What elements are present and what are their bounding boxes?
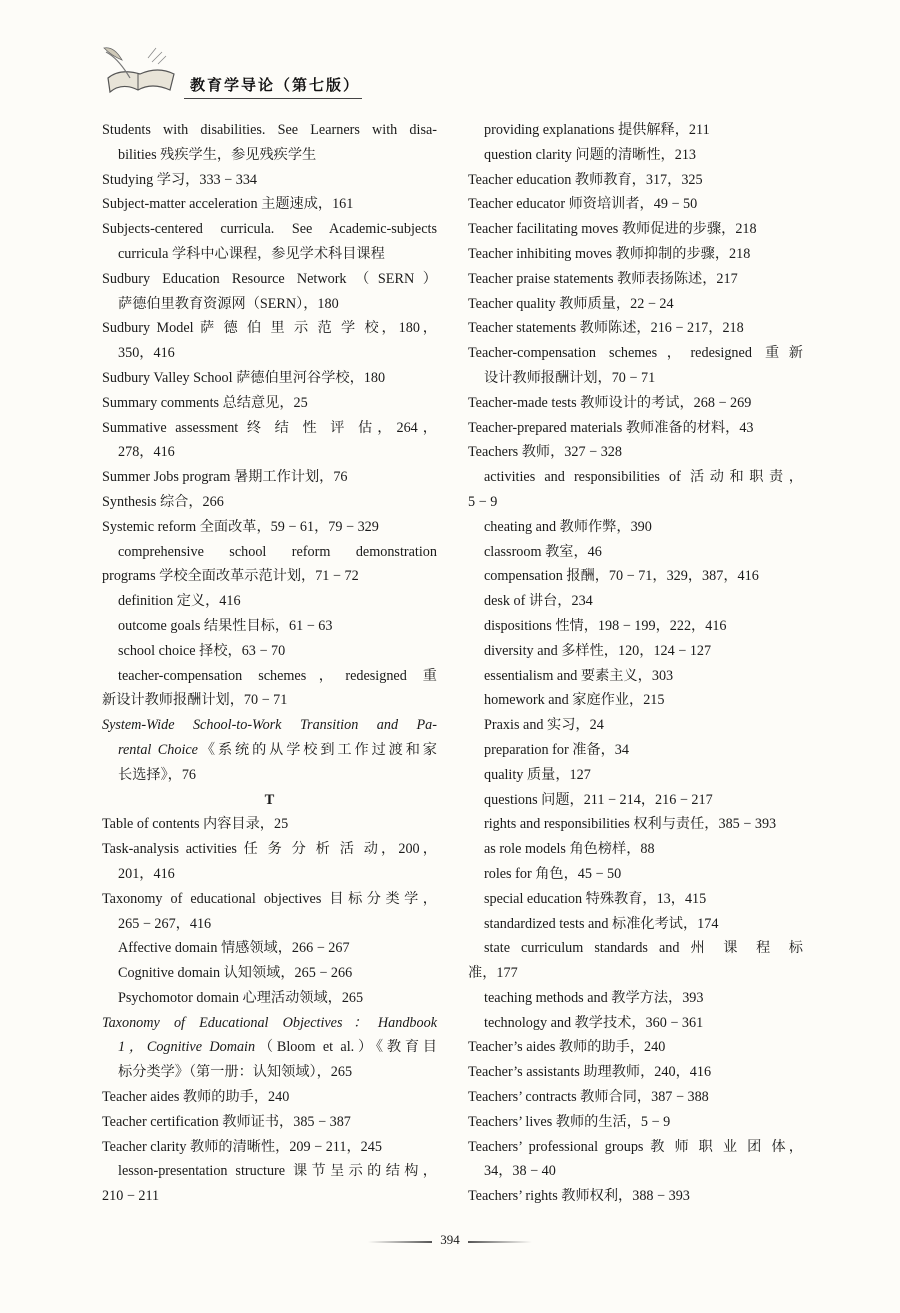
index-entry [468, 242, 803, 267]
entry-line: Task-analysis activities 任 务 分 析 活 动，200， [102, 841, 437, 858]
index-subentry [102, 936, 437, 961]
page-number: 394 [440, 1232, 460, 1247]
index-subentry [468, 1011, 803, 1036]
index-subentry [468, 936, 803, 986]
index-entry [102, 267, 437, 317]
index-entry [102, 416, 437, 466]
index-subentry [468, 540, 803, 565]
entry-line: Teacher facilitating moves 教师促进的步骤，218 [468, 221, 757, 238]
entry-line: classroom 教室，46 [484, 543, 602, 560]
index-entry [468, 1060, 803, 1085]
entry-line: technology and 教学技术，360 − 361 [484, 1014, 704, 1031]
entry-line: 长选择》，76 [118, 766, 197, 783]
entry-line: comprehensive school reform demonstration [118, 543, 437, 560]
entry-line: definition 定义，416 [118, 593, 241, 610]
entry-line: 标分类学》（第一册：认知领域），265 [118, 1064, 353, 1081]
entry-line: special education 特殊教育，13，415 [484, 890, 707, 907]
entry-line: Teacher certification 教师证书，385 − 387 [102, 1113, 351, 1130]
entry-line: Students with disabilities. See Learners with disa- [102, 122, 437, 138]
entry-line: school choice 择校，63 − 70 [118, 642, 286, 659]
index-entry [468, 168, 803, 193]
index-entry [468, 391, 803, 416]
entry-line: Teacher praise statements 教师表扬陈述，217 [468, 270, 738, 287]
entry-line: outcome goals 结果性目标，61 − 63 [118, 617, 333, 634]
entry-line: Teacher-compensation schemes，redesigned 重新 [468, 345, 803, 362]
entry-line: rights and responsibilities 权利与责任，385 − 393 [484, 816, 777, 833]
entry-line: activities and responsibilities of 活动和职责， [484, 469, 803, 486]
entry-line: question clarity 问题的清晰性，213 [484, 146, 697, 163]
index-entry [468, 267, 803, 292]
entry-line: Teacher’s assistants 助理教师，240，416 [468, 1064, 712, 1081]
entry-line: Synthesis 综合，266 [102, 493, 224, 510]
index-entry [102, 812, 437, 837]
index-subentry [102, 664, 437, 714]
entry-line: roles for 角色，45 − 50 [484, 865, 622, 882]
index-subentry [468, 143, 803, 168]
index-subentry [468, 837, 803, 862]
entry-line: dispositions 性情，198 − 199，222，416 [484, 617, 727, 634]
entry-line: 210 − 211 [102, 1188, 160, 1205]
entry-line: desk of 讲台，234 [484, 593, 593, 610]
index-entry [102, 887, 437, 937]
index-subentry [468, 738, 803, 763]
index-subentry [468, 862, 803, 887]
index-subentry [468, 713, 803, 738]
entry-line: Sudbury Education Resource Network（SERN） [102, 270, 437, 287]
index-entry [468, 1184, 803, 1209]
entry-line: 350，416 [118, 345, 175, 362]
entry-line: Teacher education 教师教育，317，325 [468, 171, 703, 188]
index-entry [102, 1011, 437, 1085]
entry-line: Teachers’ professional groups 教 师 职 业 团 体， [468, 1138, 803, 1155]
running-header [100, 38, 362, 104]
entry-line: 萨德伯里教育资源网（SERN），180 [118, 295, 339, 312]
book-title: 教育学导论（第七版） [190, 76, 361, 94]
index-subentry [102, 639, 437, 664]
index-subentry [102, 540, 437, 590]
index-entry [102, 366, 437, 391]
index-entry [102, 837, 437, 887]
index-entry [102, 217, 437, 267]
index-entry [468, 1110, 803, 1135]
entry-line: 201，416 [118, 865, 175, 882]
entry-line: standardized tests and 标准化考试，174 [484, 915, 719, 932]
index-entry [102, 1085, 437, 1110]
index-entry [468, 217, 803, 242]
entry-line: bilities 残疾学生，参见残疾学生 [118, 146, 317, 163]
entry-line: Teachers’ lives 教师的生活，5 − 9 [468, 1113, 671, 1130]
index-entry [468, 1085, 803, 1110]
entry-line: Studying 学习，333 − 334 [102, 171, 258, 188]
index-subentry [468, 812, 803, 837]
index-subentry [468, 986, 803, 1011]
index-subentry [468, 664, 803, 689]
entry-line: 1，Cognitive Domain（Bloom et al.）《教育目 [118, 1039, 437, 1056]
entry-line: compensation 报酬，70 − 71，329，387，416 [484, 568, 759, 585]
index-entry [468, 341, 803, 391]
book-quill-icon [100, 38, 180, 100]
index-entry [468, 440, 803, 465]
entry-line: cheating and 教师作弊，390 [484, 518, 652, 535]
entry-line: 5 − 9 [468, 493, 498, 510]
entry-line: Taxonomy of educational objectives 目标分类学， [102, 890, 437, 907]
index-subentry [102, 614, 437, 639]
index-subentry [468, 614, 803, 639]
entry-line: Summer Jobs program 暑期工作计划，76 [102, 469, 348, 486]
entry-line: Teacher educator 师资培训者，49 − 50 [468, 196, 698, 213]
index-subentry [468, 465, 803, 515]
index-subentry [102, 961, 437, 986]
index-entry [102, 192, 437, 217]
entry-line: quality 质量，127 [484, 766, 591, 783]
footer-ornament-left [368, 1241, 432, 1243]
entry-line: as role models 角色榜样，88 [484, 841, 655, 858]
entry-line: Subjects-centered curricula. See Academic-subjects [102, 221, 437, 238]
entry-line: curricula 学科中心课程，参见学术科目课程 [118, 245, 385, 262]
index-entry [468, 292, 803, 317]
index-subentry [468, 589, 803, 614]
entry-line: 准，177 [468, 965, 518, 982]
entry-line: Sudbury Valley School 萨德伯里河谷学校，180 [102, 369, 386, 386]
entry-line: programs 学校全面改革示范计划，71 − 72 [102, 568, 359, 585]
index-entry [468, 1035, 803, 1060]
index-subentry [468, 763, 803, 788]
index-entry [102, 515, 437, 540]
entry-line: 34，38 − 40 [484, 1163, 556, 1180]
entry-line: Cognitive domain 认知领域，265 − 266 [118, 965, 353, 982]
index-entry [102, 713, 437, 787]
index-entry [102, 316, 437, 366]
entry-line: Teacher aides 教师的助手，240 [102, 1089, 290, 1106]
entry-line: Psychomotor domain 心理活动领域，265 [118, 989, 364, 1006]
entry-line: Sudbury Model 萨 德 伯 里 示 范 学 校，180， [102, 320, 437, 337]
entry-line: rental Choice《系统的从学校到工作过渡和家 [118, 741, 437, 758]
entry-line: Teacher statements 教师陈述，216 − 217，218 [468, 320, 744, 337]
entry-line: lesson-presentation structure 课节呈示的结构， [118, 1163, 437, 1180]
entry-line: Taxonomy of Educational Objectives：Handbook [102, 1014, 437, 1031]
index-entry [102, 465, 437, 490]
entry-line: Table of contents 内容目录，25 [102, 816, 289, 833]
index-entry [102, 1110, 437, 1135]
index-column-right [468, 118, 803, 1209]
entry-line: System-Wide School-to-Work Transition and Pa- [102, 717, 437, 734]
entry-line: questions 问题，211 − 214，216 − 217 [484, 791, 713, 808]
index-subentry [102, 1159, 437, 1209]
entry-line: 设计教师报酬计划，70 − 71 [484, 369, 656, 386]
index-entry [102, 118, 437, 168]
index-entry [468, 192, 803, 217]
entry-line: homework and 家庭作业，215 [484, 692, 665, 709]
index-column-left [102, 118, 437, 1209]
index-entry [468, 316, 803, 341]
entry-line: teacher-compensation schemes，redesigned 重 [118, 667, 437, 684]
index-entry [468, 1135, 803, 1185]
entry-line: Summative assessment 终 结 性 评 估，264， [102, 419, 437, 436]
header-rule [184, 98, 362, 99]
index-subentry [468, 887, 803, 912]
entry-line: Teacher-prepared materials 教师准备的材料，43 [468, 419, 754, 436]
index-subentry [468, 118, 803, 143]
entry-line: Teachers 教师，327 − 328 [468, 444, 622, 461]
index-subentry [468, 515, 803, 540]
entry-line: Teacher quality 教师质量，22 − 24 [468, 295, 674, 312]
index-entry [102, 1135, 437, 1160]
entry-line: Teacher-made tests 教师设计的考试，268 − 269 [468, 394, 752, 411]
index-subentry [468, 564, 803, 589]
entry-line: Systemic reform 全面改革，59 − 61，79 − 329 [102, 518, 379, 535]
entry-line: Summary comments 总结意见，25 [102, 394, 308, 411]
page-footer [368, 1230, 532, 1254]
entry-line: providing explanations 提供解释，211 [484, 122, 710, 138]
index-subentry [468, 912, 803, 937]
index-entry [468, 416, 803, 441]
index-subentry [468, 639, 803, 664]
entry-line: diversity and 多样性，120，124 − 127 [484, 642, 712, 659]
footer-ornament-right [468, 1241, 532, 1243]
index-entry [102, 391, 437, 416]
entry-line: Praxis and 实习，24 [484, 717, 604, 734]
entry-line: Teachers’ rights 教师权利，388 − 393 [468, 1188, 690, 1205]
section-letter: T [264, 791, 275, 808]
entry-line: Teacher inhibiting moves 教师抑制的步骤，218 [468, 245, 751, 262]
index-subentry [102, 986, 437, 1011]
entry-line: 新设计教师报酬计划，70 − 71 [102, 692, 288, 709]
entry-line: teaching methods and 教学方法，393 [484, 989, 704, 1006]
index-entry [102, 168, 437, 193]
entry-line: Subject-matter acceleration 主题速成，161 [102, 196, 354, 213]
entry-line: Teacher clarity 教师的清晰性，209 − 211，245 [102, 1138, 382, 1155]
entry-line: 265 − 267，416 [118, 915, 212, 932]
index-subentry [468, 788, 803, 813]
index-subentry [102, 589, 437, 614]
entry-line: essentialism and 要素主义，303 [484, 667, 674, 684]
entry-line: state curriculum standards and 州 课 程 标 [484, 940, 803, 957]
entry-line: Teacher’s aides 教师的助手，240 [468, 1039, 666, 1056]
index-entry [102, 490, 437, 515]
entry-line: preparation for 准备，34 [484, 741, 629, 758]
entry-line: 278，416 [118, 444, 175, 461]
index-subentry [468, 688, 803, 713]
entry-line: Teachers’ contracts 教师合同，387 − 388 [468, 1089, 709, 1106]
entry-line: Affective domain 情感领域，266 − 267 [118, 940, 350, 957]
